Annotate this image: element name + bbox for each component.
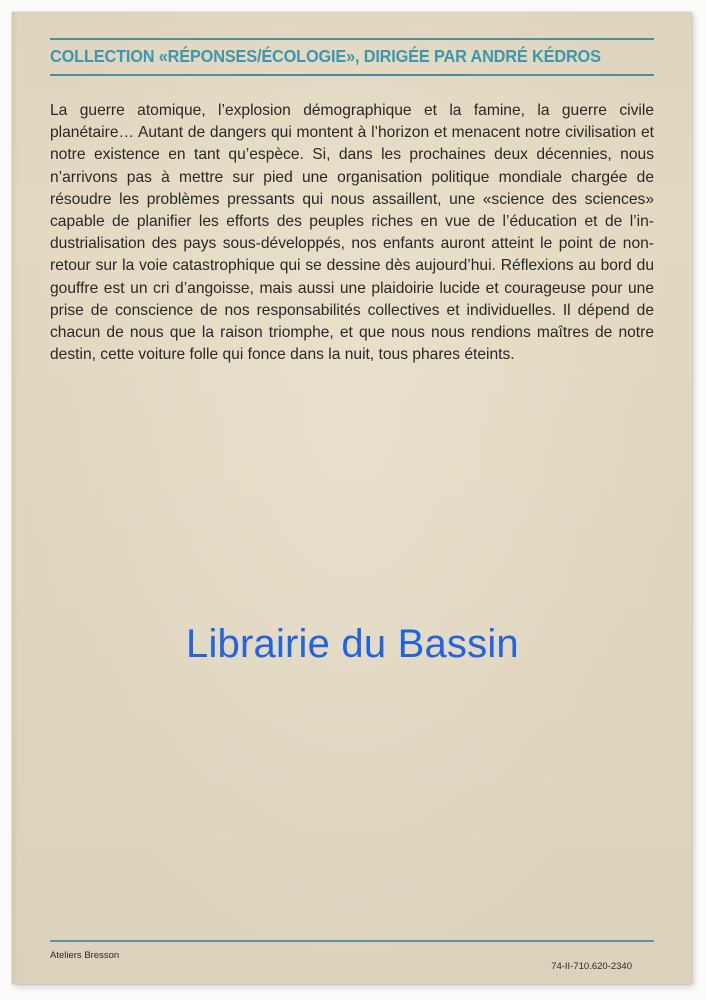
watermark-text: Librairie du Bassin [186,622,519,666]
top-rule [50,38,654,40]
edge-shadow [12,12,18,984]
publisher-name: Ateliers Bresson [50,950,120,961]
catalog-code: 74-II-710.620-2340 [551,961,632,972]
book-back-cover [12,12,692,984]
blurb-text: La guerre atomique, l’explosion démographique et la famine, la guerre civile planétaire… Autant de dangers qui montent à l’horizon et menacent notre civilisation et notre existence en tant qu’espèce. Si, dans les prochaines deux décennies, nous n’arrivons pas à mettre sur pied une organisation politique mondiale chargée de résoudre les problèmes pressants qui nous assaillent, une «science des sciences» capable de planifier les efforts des peuples riches en vue de l’éducation et de l’industrialisation des pays sous-développés, nos enfants auront atteint le point de non-retour sur la voie catastrophique qui se dessine dès aujourd’hui. Réflexions au bord du gouffre est un cri d’angoisse, mais aussi une plaidoirie lucide et courageuse pour une prise de conscience de nos responsabilités collectives et individuelles. Il dépend de chacun de nous que la raison triomphe, et que nous nous rendions maîtres de notre destin, cette voiture folle qui fonce dans la nuit, tous phares éteints. [50,102,654,364]
bottom-rule [50,940,654,942]
series-title: COLLECTION «RÉPONSES/ÉCOLOGIE», DIRIGÉE PAR ANDRÉ KÉDROS [50,46,601,66]
title-rule [50,74,654,76]
